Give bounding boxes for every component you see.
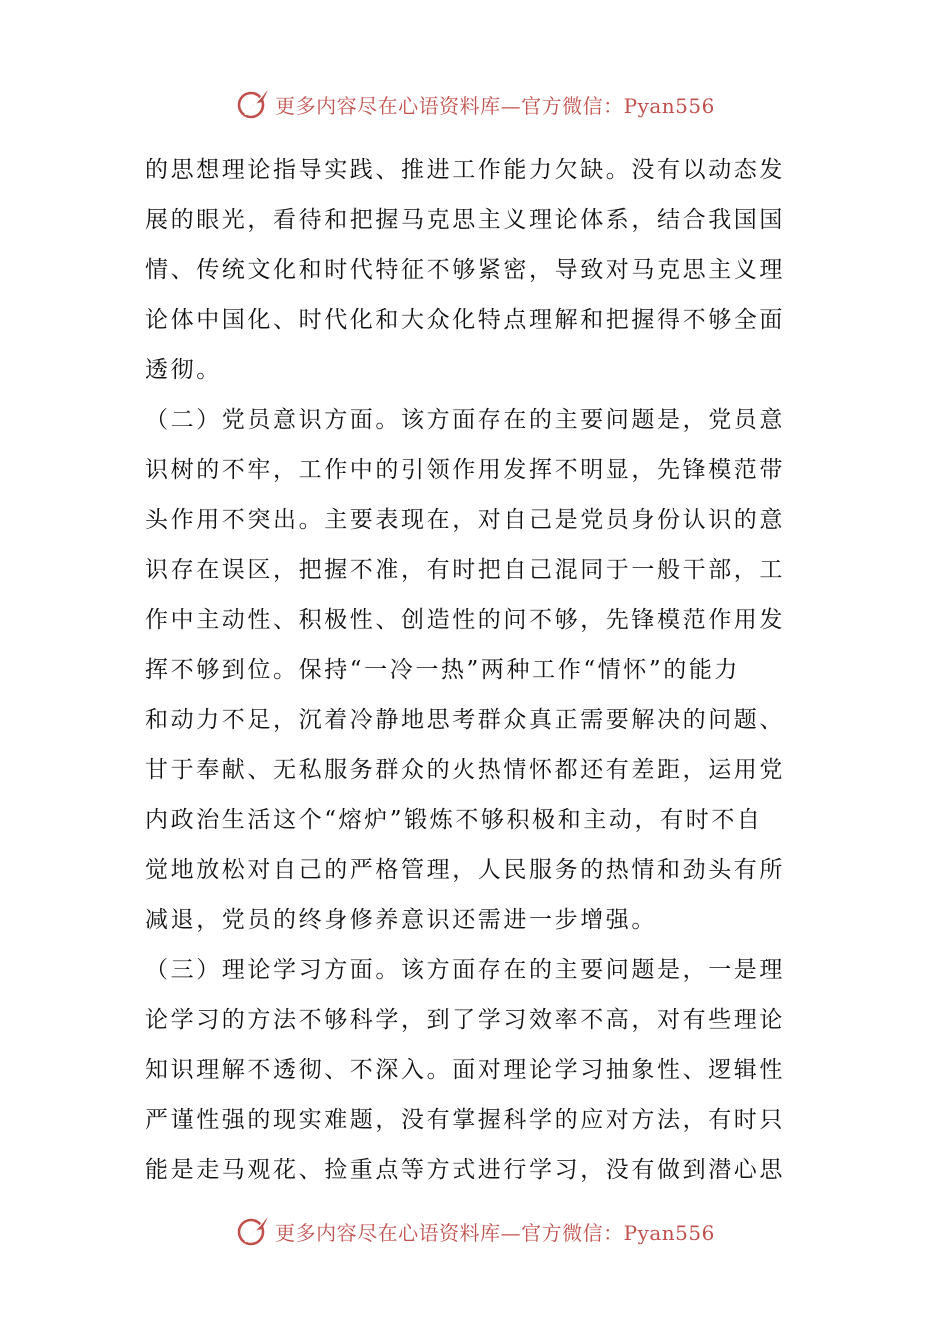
text-line: 头作用不突出。主要表现在，对自己是党员身份认识的意 — [145, 507, 785, 533]
text-line: 展的眼光，看待和把握马克思主义理论体系，结合我国国 — [145, 207, 785, 233]
text-line: 内政治生活这个“熔炉”锻炼不够积极和主动，有时不自 — [145, 807, 763, 833]
footer-banner — [0, 1211, 950, 1251]
text-line: 透彻。 — [145, 357, 222, 383]
text-line: 识树的不牢，工作中的引领作用发挥不明显，先锋模范带 — [145, 457, 785, 483]
text-line: 减退，党员的终身修养意识还需进一步增强。 — [145, 907, 657, 933]
text-line: 和动力不足，沉着冷静地思考群众真正需要解决的问题、 — [145, 707, 785, 733]
section-heading-line: （三）理论学习方面。该方面存在的主要问题是，一是理 — [145, 957, 785, 983]
text-line: 的思想理论指导实践、推进工作能力欠缺。没有以动态发 — [145, 157, 785, 183]
header-banner — [0, 84, 950, 124]
text-line: 甘于奉献、无私服务群众的火热情怀都还有差距，运用党 — [145, 757, 785, 783]
text-line: 能是走马观花、捡重点等方式进行学习，没有做到潜心思 — [145, 1157, 785, 1183]
text-line: 觉地放松对自己的严格管理，人民服务的热情和劲头有所 — [145, 857, 785, 883]
text-line: 严谨性强的现实难题，没有掌握科学的应对方法，有时只 — [145, 1107, 785, 1133]
text-line: 识存在误区，把握不准，有时把自己混同于一般干部，工 — [145, 557, 785, 583]
header-banner-text: 更多内容尽在心语资料库—官方微信：Pyan556 — [275, 93, 715, 118]
text-line: 情、传统文化和时代特征不够紧密，导致对马克思主义理 — [145, 257, 785, 283]
quill-logo-icon — [235, 86, 271, 122]
text-line: 挥不够到位。保持“一冷一热”两种工作“情怀”的能力 — [145, 657, 741, 683]
text-line: 论学习的方法不够科学，到了学习效率不高，对有些理论 — [145, 1007, 785, 1033]
text-line: 知识理解不透彻、不深入。面对理论学习抽象性、逻辑性 — [145, 1057, 785, 1083]
text-line: 论体中国化、时代化和大众化特点理解和把握得不够全面 — [145, 307, 785, 333]
document-body — [145, 145, 805, 1195]
section-heading-line: （二）党员意识方面。该方面存在的主要问题是，党员意 — [145, 407, 785, 433]
footer-banner-text: 更多内容尽在心语资料库—官方微信：Pyan556 — [275, 1220, 715, 1245]
text-line: 作中主动性、积极性、创造性的问不够，先锋模范作用发 — [145, 607, 785, 633]
quill-logo-icon — [235, 1213, 271, 1249]
